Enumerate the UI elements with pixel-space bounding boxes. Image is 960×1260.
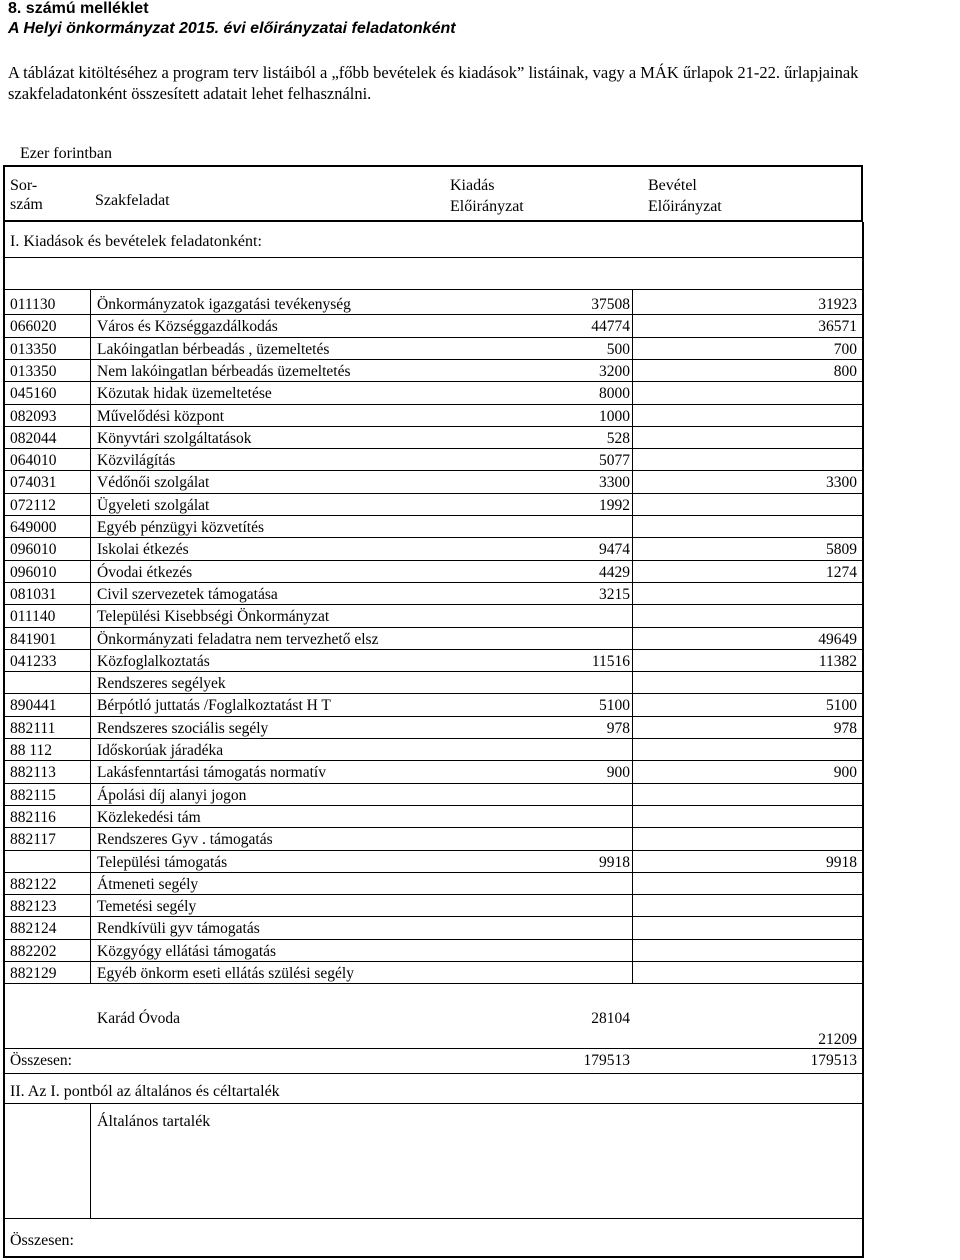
intro-line-1: A táblázat kitöltéséhez a program terv listáiból a „főbb bevételek és kiadások” listáinak, vagy a MÁK űrlapok 21-22. űrlapjainak [8,63,859,82]
row-expense-value: 978 [606,720,630,737]
row-separator [3,872,863,873]
col-divider-expense [632,289,633,984]
row-code: 882129 [10,965,57,982]
row-code: 011140 [10,608,56,625]
row-expense-value: 1992 [599,497,630,514]
row-expense-value: 9918 [599,854,630,871]
row-task-name: Közfoglalkoztatás [97,653,210,670]
row-separator [3,560,863,561]
row-task-name: Rendszeres Gyv . támogatás [97,831,273,848]
row-code: 041233 [10,653,57,670]
row-income-value: 900 [833,764,857,781]
row-code: 649000 [10,519,57,536]
row-expense-value: 11516 [591,653,630,670]
karad-bottom-line [3,1048,863,1049]
row-task-name: Települési támogatás [97,854,228,871]
row-code: 882113 [10,764,56,781]
spacer-bottom-line [3,289,863,290]
row-separator [3,760,863,761]
row-separator [3,738,863,739]
row-task-name: Átmeneti segély [97,876,199,893]
row-task-name: Ápolási díj alanyi jogon [97,787,247,804]
row-separator [3,537,863,538]
row-income-value: 11382 [818,653,857,670]
spacer-top-line [3,257,863,258]
row-expense-value: 500 [606,341,630,358]
row-income-value: 1274 [826,564,857,581]
row-task-name: Civil szervezetek támogatása [97,586,278,603]
row-task-name: Önkormányzatok igazgatási tevékenység [97,296,351,313]
row-income-value: 978 [833,720,857,737]
row-code: 074031 [10,474,57,491]
row-income-value: 49649 [818,631,857,648]
row-code: 072112 [10,497,56,514]
section-2-title: II. Az I. pontból az általános és céltartalék [10,1083,280,1100]
row-separator [3,627,863,628]
row-task-name: Nem lakóingatlan bérbeadás üzemeltetés [97,363,351,380]
section-2-col-divider [90,1103,91,1218]
intro-line-2: szakfeladatonként összesített adatait lehet felhasználni. [8,84,372,103]
header-income-line2: Előirányzat [648,198,722,215]
header-no-line1: Sor- [10,177,38,194]
row-separator [3,671,863,672]
row-task-name: Lakóingatlan bérbeadás , üzemeltetés [97,341,330,358]
row-code: 011130 [10,296,56,313]
row-expense-value: 528 [606,430,630,447]
header-income-line1: Bevétel [648,177,697,194]
annex-title: 8. számú melléklet [8,0,149,17]
row-code: 013350 [10,363,57,380]
row-separator [3,983,863,984]
row-separator [3,894,863,895]
row-task-name: Város és Községgazdálkodás [97,318,278,335]
row-task-name: Egyéb önkorm eseti ellátás szülési segély [97,965,354,982]
section-2-bottom-line [3,1218,863,1219]
row-separator [3,783,863,784]
row-income-value: 9918 [826,854,857,871]
row-task-name: Közlekedési tám [97,809,201,826]
row-task-name: Ügyeleti szolgálat [97,497,210,514]
row-task-name: Iskolai étkezés [97,541,189,558]
row-separator [3,716,863,717]
header-expense-line1: Kiadás [450,177,495,194]
karad-income: 21209 [818,1031,857,1048]
row-separator [3,470,863,471]
row-task-name: Lakásfenntartási támogatás normatív [97,764,326,781]
section-1-title: I. Kiadások és bevételek feladatonként: [10,233,262,250]
row-expense-value: 3200 [599,363,630,380]
row-task-name: Óvodai étkezés [97,564,193,581]
row-code: 841901 [10,631,57,648]
row-task-name: Rendszeres segélyek [97,675,226,692]
total-bottom-line [3,1073,863,1074]
row-expense-value: 9474 [599,541,630,558]
row-code: 88 112 [10,742,53,759]
row-code: 082044 [10,430,57,447]
row-income-value: 800 [833,363,857,380]
row-code: 882111 [10,720,56,737]
row-task-name: Bérpótló juttatás /Foglalkoztatást H T [97,697,331,714]
row-expense-value: 44774 [591,318,630,335]
row-code: 096010 [10,541,57,558]
row-separator [3,493,863,494]
row-separator [3,916,863,917]
row-task-name: Egyéb pénzügyi közvetítés [97,519,265,536]
row-task-name: Időskorúak járadéka [97,742,224,759]
row-separator [3,448,863,449]
row-expense-value: 1000 [599,408,630,425]
total-income: 179513 [810,1052,857,1069]
row-task-name: Könyvtári szolgáltatások [97,430,252,447]
row-expense-value: 37508 [591,296,630,313]
row-separator [3,426,863,427]
row-separator [3,850,863,851]
row-separator [3,604,863,605]
row-code: 882202 [10,943,57,960]
row-separator [3,805,863,806]
row-separator [3,359,863,360]
row-income-value: 700 [833,341,857,358]
row-task-name: Művelődési központ [97,408,224,425]
row-separator [3,693,863,694]
row-income-value: 5100 [826,697,857,714]
row-separator [3,337,863,338]
row-code: 066020 [10,318,57,335]
row-code: 096010 [10,564,57,581]
unit-label: Ezer forintban [20,145,112,162]
document-subtitle: A Helyi önkormányzat 2015. évi előirányzatai feladatonként [8,20,456,37]
header-task: Szakfeladat [95,192,170,209]
row-code: 890441 [10,697,57,714]
row-expense-value: 3300 [599,474,630,491]
row-code: 013350 [10,341,57,358]
row-code: 081031 [10,586,57,603]
section-2-line [3,1103,863,1104]
row-code: 045160 [10,385,57,402]
row-task-name: Települési Kisebbségi Önkormányzat [97,608,330,625]
row-task-name: Védőnői szolgálat [97,474,210,491]
row-code: 882116 [10,809,56,826]
row-separator [3,582,863,583]
row-separator [3,404,863,405]
table-bottom-border [3,1256,864,1258]
col-divider-code [90,289,91,984]
row-code: 882115 [10,787,56,804]
row-task-name: Rendszeres szociális segély [97,720,269,737]
row-expense-value: 5077 [599,452,630,469]
row-expense-value: 5100 [599,697,630,714]
row-code: 882117 [10,831,56,848]
header-no-line2: szám [10,196,43,213]
row-expense-value: 3215 [599,586,630,603]
row-task-name: Közvilágítás [97,452,176,469]
row-expense-value: 8000 [599,385,630,402]
row-code: 882124 [10,920,57,937]
row-income-value: 5809 [826,541,857,558]
karad-expense: 28104 [591,1010,630,1027]
row-code: 882122 [10,876,57,893]
header-expense-line2: Előirányzat [450,198,524,215]
karad-name: Karád Óvoda [97,1010,181,1027]
total-label: Összesen: [10,1052,72,1069]
row-separator [3,961,863,962]
row-separator [3,515,863,516]
row-code: 082093 [10,408,57,425]
row-expense-value: 4429 [599,564,630,581]
row-income-value: 3300 [826,474,857,491]
section-2-total-label: Összesen: [10,1232,74,1249]
row-expense-value: 900 [606,764,630,781]
general-reserve-label: Általános tartalék [97,1113,211,1130]
row-income-value: 31923 [818,296,857,313]
total-expense: 179513 [583,1052,630,1069]
row-separator [3,939,863,940]
row-separator [3,381,863,382]
row-separator [3,649,863,650]
row-code: 882123 [10,898,57,915]
row-task-name: Rendkívüli gyv támogatás [97,920,260,937]
row-separator [3,314,863,315]
row-task-name: Temetési segély [97,898,197,915]
row-code: 064010 [10,452,57,469]
row-income-value: 36571 [818,318,857,335]
row-separator [3,827,863,828]
row-task-name: Közutak hidak üzemeltetése [97,385,272,402]
row-task-name: Közgyógy ellátási támogatás [97,943,277,960]
row-task-name: Önkormányzati feladatra nem tervezhető elsz [97,631,379,648]
